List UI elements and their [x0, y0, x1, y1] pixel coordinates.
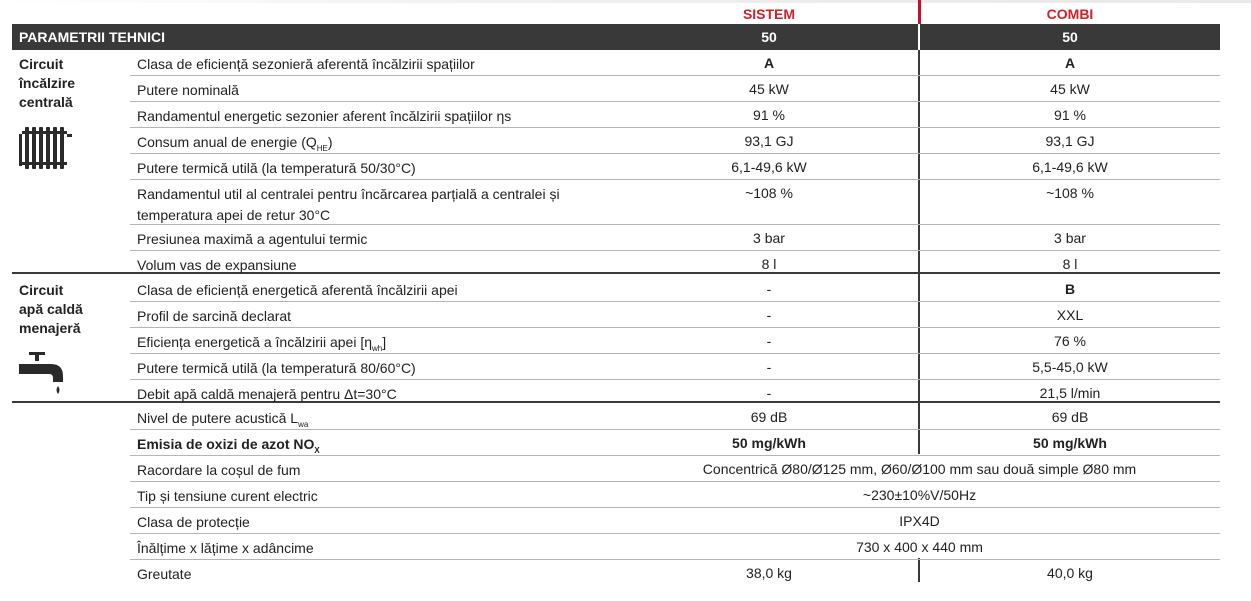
- combi-value: 76 %: [1054, 333, 1086, 349]
- radiator-icon: [19, 125, 74, 171]
- section-label-heating-text: Circuit încălzire centrală: [19, 56, 76, 110]
- faucet-icon: [19, 352, 65, 396]
- row-label: Debit apă caldă menajeră pentru Δt=30°C: [137, 386, 397, 402]
- table-row: [130, 508, 1220, 534]
- sistem-value: 8 l: [761, 256, 777, 272]
- row-label-text: Nivel de putere acustică L: [137, 410, 299, 426]
- combi-value: 40,0 kg: [1047, 565, 1093, 581]
- sistem-value: 91 %: [753, 107, 785, 123]
- row-label: Racordare la coșul de fum: [137, 462, 301, 478]
- row-label: Clasa de protecție: [137, 514, 250, 530]
- table-row: [130, 482, 1220, 508]
- table-row: [130, 102, 1220, 128]
- row-label: Tip și tensiune curent electric: [137, 488, 318, 504]
- shared-value: IPX4D: [899, 513, 940, 529]
- row-label: [137, 184, 560, 226]
- table-row: [130, 328, 1220, 354]
- table-row: [130, 76, 1220, 102]
- row-label-text: Consum anual de energie (Q: [137, 134, 317, 150]
- sistem-value: -: [766, 307, 772, 323]
- row-label: Volum vas de expansiune: [137, 257, 297, 273]
- table-row: [130, 380, 1220, 401]
- sistem-value: 93,1 GJ: [744, 133, 794, 149]
- row-label: Presiunea maximă a agentului termic: [137, 231, 368, 247]
- table-row: [130, 50, 1220, 76]
- shared-value: 730 x 400 x 440 mm: [856, 539, 983, 555]
- section-label-dhw-text: Circuit apă caldă menajeră: [19, 282, 83, 336]
- sistem-value: 3 bar: [753, 230, 785, 246]
- section-label-heating: [19, 55, 75, 112]
- table-row: [130, 251, 1220, 272]
- sistem-value: -: [766, 359, 772, 375]
- shared-value: ~230±10%V/50Hz: [862, 487, 977, 503]
- row-label-text: Eficiența energetică a încălzirii apei [η: [137, 334, 373, 350]
- sistem-value: -: [766, 333, 772, 349]
- row-label-suffix: ]: [382, 334, 387, 350]
- combi-value: ~108 %: [1046, 185, 1094, 201]
- row-label: Clasa de eficiență sezonieră aferentă încălzirii spațiilor: [137, 56, 475, 72]
- combi-value: B: [1064, 281, 1076, 297]
- column-header-combi: COMBI: [1046, 6, 1094, 22]
- header-separator: [918, 24, 920, 50]
- sistem-model: 50: [761, 29, 777, 45]
- row-label: Clasa de eficiență energetică aferentă încălzirii apei: [137, 282, 458, 298]
- row-label: Randamentul energetic sezonier aferent încălzirii spațiilor ηs: [137, 108, 512, 124]
- top-gradient-line: [0, 0, 1251, 3]
- row-label: Putere termică utilă (la temperatură 50/30°C): [137, 160, 416, 176]
- table-header-bar: [12, 24, 1220, 50]
- combi-value: 21,5 l/min: [1039, 385, 1101, 401]
- table-row: [130, 430, 1220, 456]
- sistem-value: -: [766, 385, 772, 401]
- table-row: [130, 456, 1220, 482]
- sistem-value: ~108 %: [745, 185, 793, 201]
- table-row: [130, 302, 1220, 328]
- column-header-sistem: SISTEM: [742, 6, 796, 22]
- row-label-subscript: HE: [316, 143, 328, 153]
- section-label-dhw: [19, 281, 83, 338]
- table-title: PARAMETRII TEHNICI: [19, 29, 165, 45]
- table-row: [130, 225, 1220, 251]
- combi-value: 45 kW: [1050, 81, 1090, 97]
- combi-value: 5,5-45,0 kW: [1032, 359, 1108, 375]
- row-label: Putere nominală: [137, 82, 239, 98]
- sistem-value: 6,1-49,6 kW: [731, 159, 807, 175]
- row-label: Profil de sarcină declarat: [137, 308, 292, 324]
- row-label-line1: Randamentul util al centralei pentru încărcarea parțială a centralei și: [137, 186, 560, 202]
- combi-value: 69 dB: [1051, 409, 1089, 425]
- table-row: [130, 276, 1220, 302]
- combi-value: XXL: [1056, 307, 1084, 323]
- combi-value: 91 %: [1054, 107, 1086, 123]
- row-label-text: Emisia de oxizi de azot NO: [137, 436, 315, 452]
- row-label: Putere termică utilă (la temperatură 80/60°C): [137, 360, 416, 376]
- table-row: [130, 560, 1220, 585]
- combi-value: 6,1-49,6 kW: [1032, 159, 1108, 175]
- row-label-subscript: X: [314, 445, 320, 455]
- sistem-value: 50 mg/kWh: [732, 435, 806, 451]
- row-label: Înălțime x lățime x adâncime: [137, 540, 314, 556]
- combi-model: 50: [1062, 29, 1078, 45]
- table-row: [130, 534, 1220, 560]
- combi-value: 93,1 GJ: [1045, 133, 1095, 149]
- table-row: [130, 154, 1220, 180]
- sistem-value: A: [763, 55, 775, 71]
- combi-value: A: [1064, 55, 1076, 71]
- combi-value: 3 bar: [1054, 230, 1086, 246]
- table-row: [130, 354, 1220, 380]
- table-row: [130, 128, 1220, 154]
- row-label-subscript: wa: [298, 419, 309, 429]
- row-label-line2: temperatura apei de retur 30°C: [137, 207, 331, 223]
- combi-value: 8 l: [1062, 256, 1078, 272]
- combi-value: 50 mg/kWh: [1033, 435, 1107, 451]
- sistem-value: 45 kW: [749, 81, 789, 97]
- row-label: Greutate: [137, 566, 192, 582]
- row-label-suffix: ): [327, 134, 333, 150]
- table-row: [130, 404, 1220, 430]
- sistem-value: 69 dB: [750, 409, 788, 425]
- sistem-value: 38,0 kg: [746, 565, 792, 581]
- row-label-subscript: wh: [372, 343, 383, 353]
- table-row: [130, 180, 1220, 225]
- sistem-value: -: [766, 281, 772, 297]
- shared-value: Concentrică Ø80/Ø125 mm, Ø60/Ø100 mm sau două simple Ø80 mm: [702, 461, 1137, 477]
